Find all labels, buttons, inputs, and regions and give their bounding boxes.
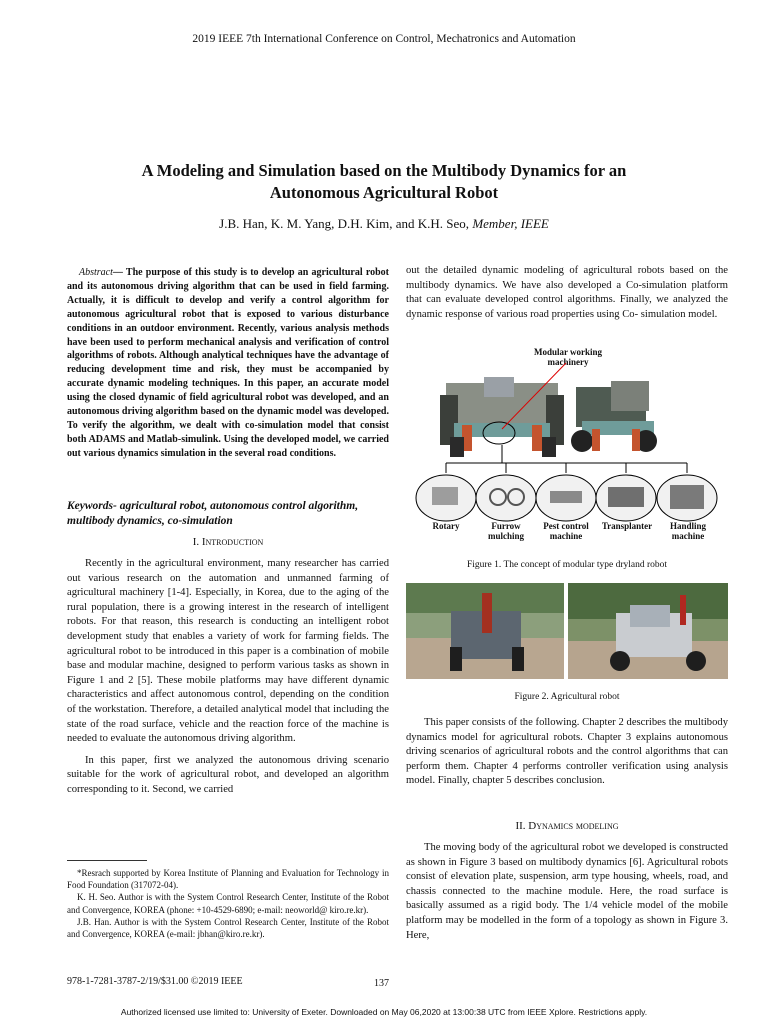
- figure-2-photos: [406, 583, 728, 679]
- abstract: [67, 266, 389, 461]
- footnote-author-seo: K. H. Seo. Author is with the System Control Research Center, Institute of the Robot and Convergence, KOREA (phone: +10-4529-6890; e-mail: neoworld@ kiro.re.kr).: [67, 892, 389, 915]
- figure-2-caption: Figure 2. Agricultural robot: [514, 692, 620, 702]
- section-number: I.: [192, 536, 200, 548]
- figure-1-annotation: Modular working machinery: [533, 347, 603, 367]
- license-notice: Authorized licensed use limited to: University of Exeter. Downloaded on May 06,2020 at 13:00:38 UTC from IEEE Xplore. Restrictions apply.: [120, 1007, 648, 1017]
- paper-title: [80, 160, 688, 204]
- tool-label-furrow-mulching: Furrow mulching: [487, 521, 524, 541]
- footnote-author-han: J.B. Han. Author is with the System Control Research Center, Institute of the Robot and Convergence, KOREA (e-mail: jbhan@kiro.re.kr).: [67, 916, 389, 940]
- paper-outline-paragraph: This paper consists of the following. Chapter 2 describes the multibody dynamics model for agricultural robots. Chapter 3 explains autonomous driving scenarios of agricultural robots and the control algorithms that can perform them. Chapter 4 performs controller verification using analysis model. Finally, chapter 5 describes conclusion.: [406, 717, 728, 787]
- tool-label-pest-control: Pest control machine: [543, 521, 589, 541]
- section-number: II.: [515, 820, 526, 832]
- tool-label-rotary: Rotary: [432, 521, 460, 531]
- abstract-text: — The purpose of this study is to develop an agricultural robot and its autonomous driving algorithm that can be used in field farming. Actually, it is difficult to develop and verify a control algorithm for autonomous agricultural robot that is exposed to various disturbance conditions in an outdoor environment. Recently, various analysis methods have been used to perform mechanical analysis and verification of control algorithms of robots. Although analytical techniques have the advantage of reducing development time and risk, they must be accompanied by accurate dynamic modeling techniques. In this paper, an accurate model using the closed dynamic of field agricultural robot was developed, and an autonomous driving algorithm based on the dynamic model was developed. To verify the algorithm, we dealt with co-simulation model that consist both ADAMS and Matlab-simulink. Using the developed model, we carried out various dynamics simulation in the several road conditions.: [67, 267, 389, 459]
- section-heading-introduction: [67, 536, 389, 548]
- tool-label-handling-machine: Handling machine: [669, 521, 707, 541]
- footnote-funding: *Resrach supported by Korea Institute of Planning and Evaluation for Technology in Food Foundation (317072-04).: [67, 868, 389, 891]
- tool-label-transplanter: Transplanter: [601, 521, 653, 531]
- title-line-2: Autonomous Agricultural Robot: [269, 183, 499, 202]
- section-title: Introduction: [201, 536, 264, 548]
- dynamics-paragraph: The moving body of the agricultural robot we developed is constructed as shown in Figure 3 based on multibody dynamics [6]. Agricultural robots consist of elevation plate, suspension, arm type housing, wheels, road, and chassis connected to the machine module. Here, the road surface is basically assumed as a rigid body. The 1/4 vehicle model of the mobile platform may be modelled in the form of a topology as shown in Figure 3. Here,: [406, 842, 728, 941]
- figure-1: [406, 345, 728, 545]
- footnote-rule: [67, 860, 147, 861]
- figure-2: [406, 583, 728, 679]
- robot-iso-view: [571, 381, 657, 452]
- abstract-label: Abstract: [79, 267, 113, 278]
- intro-body: [67, 557, 389, 798]
- title-line-1: A Modeling and Simulation based on the Multibody Dynamics for an: [141, 161, 627, 180]
- right-col-continuation: out the detailed dynamic modeling of agricultural robots based on the multibody dynamics. We have also developed a Co-simulation platform that can evaluate developed control algorithms. Finally, we analyzed the dynamic response of various road properties using Co- simulation model.: [406, 265, 728, 320]
- section-heading-dynamics: [406, 820, 728, 832]
- page-number: 137: [374, 978, 389, 989]
- section-title: Dynamics modeling: [528, 820, 619, 832]
- footnotes: [67, 867, 389, 940]
- keywords: Keywords- agricultural robot, autonomous control algorithm, multibody dynamics, co-simulation: [67, 500, 359, 527]
- conference-header: 2019 IEEE 7th International Conference on Control, Mechatronics and Automation: [192, 33, 576, 45]
- figure-1-caption: Figure 1. The concept of modular type dryland robot: [466, 560, 668, 570]
- isbn-line: 978-1-7281-3787-2/19/$31.00 ©2019 IEEE: [67, 976, 243, 987]
- intro-paragraph-2: In this paper, first we analyzed the autonomous driving scenario suitable for the work of agricultural robot, and developed an algorithm corresponding to it. Second, we carried: [67, 754, 389, 795]
- author-membership: Member, IEEE: [472, 216, 549, 231]
- intro-paragraph-1: Recently in the agricultural environment, many researcher has carried out various research on the automation and unmanned farming of agricultural machinery [1-4]. Especially, in Korea, due to the aging of the rural population, there is a growing interest in the research of intelligent robots. For that reason, this research is conducting an intelligent robot development study that enables a variety of work for farming fields. The agricultural robot to be introduced in this paper is a combination of mobile base and modular machine, designed to perform various tasks as shown in Figure 1 and 2 [5]. These mobile platforms may have different dynamic characteristics and affect autonomous control, depending on the condition of the workstation. Therefore, a detailed analytical model that including the state of the road surface, vehicle and the reaction force of the machine is needed to evaluate the autonomous driving algorithm.: [67, 558, 389, 745]
- authors-names: J.B. Han, K. M. Yang, D.H. Kim, and K.H. Seo,: [219, 216, 470, 231]
- figure-1-diagram: [406, 345, 728, 545]
- author-list: [0, 216, 768, 232]
